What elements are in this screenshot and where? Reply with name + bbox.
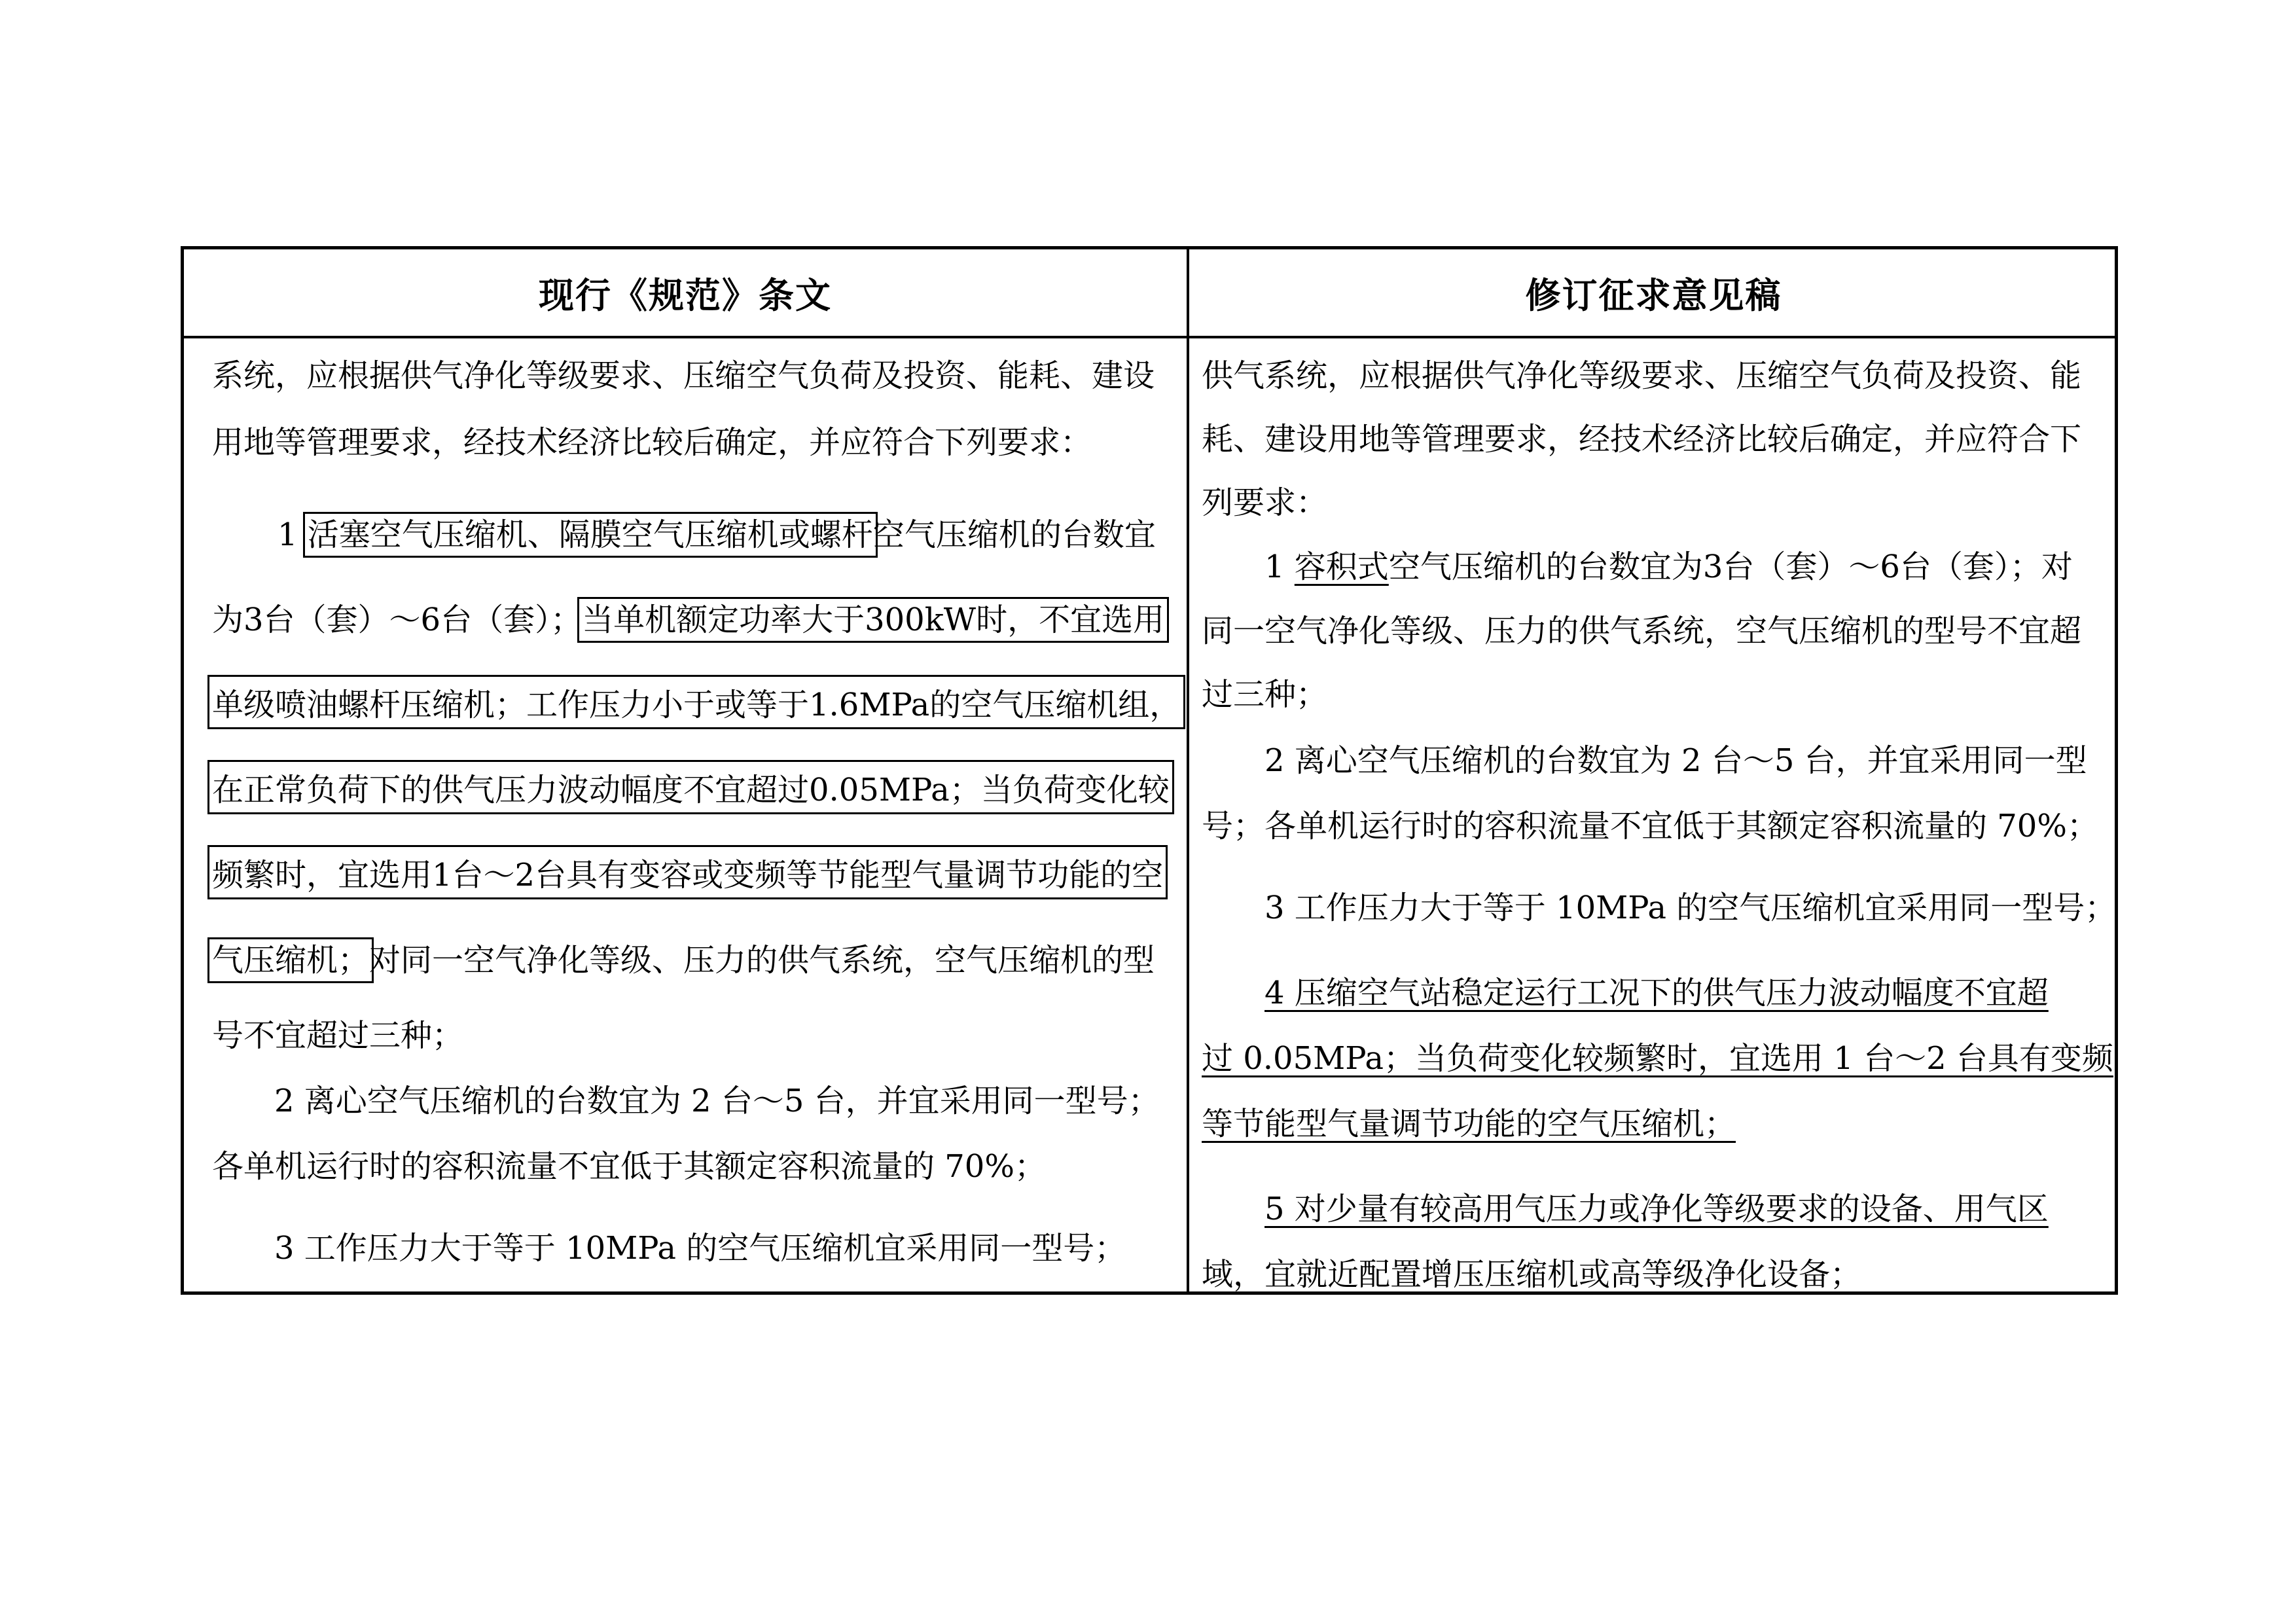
text-line: 3 工作压力大于等于 10MPa 的空气压缩机宜采用同一型号； (1265, 890, 2117, 926)
underlined-text-line: 5 对少量有较高用气压力或净化等级要求的设备、用气区 (1265, 1191, 2049, 1227)
boxed-text-line: 在正常负荷下的供气压力波动幅度不宜超过0.05MPa；当负荷变化较 (212, 765, 1170, 810)
item-number: 1 (278, 516, 308, 553)
text-line: 各单机运行时的容积流量不宜低于其额定容积流量的 70%； (212, 1148, 1046, 1185)
text-segment: 为3台（套）～6台（套）； (212, 602, 583, 638)
text-line: 耗、建设用地等管理要求，经技术经济比较后确定，并应符合下 (1202, 421, 2082, 458)
left-column-header: 现行《规范》条文 (539, 274, 832, 316)
text-segment: 空气压缩机的台数宜 (872, 516, 1156, 553)
underlined-text: 容积式 (1294, 549, 1389, 585)
text-line (212, 594, 1164, 640)
boxed-text: 当单机额定功率大于300kW时，不宜选用 (582, 602, 1165, 638)
text-line: 号不宜超过三种； (212, 1017, 464, 1054)
text-line: 列要求： (1202, 484, 1328, 521)
text-line (1265, 541, 2073, 586)
text-line: 过三种； (1202, 676, 1328, 713)
text-line (212, 935, 1155, 980)
text-line: 系统，应根据供气净化等级要求、压缩空气负荷及投资、能耗、建设 (212, 357, 1155, 394)
text-line (278, 509, 1156, 554)
column-divider (1187, 249, 1189, 1291)
text-segment: 空气压缩机的台数宜为3台（套）～6台（套）；对 (1388, 549, 2073, 585)
text-line: 用地等管理要求，经技术经济比较后确定，并应符合下列要求： (212, 424, 1092, 461)
text-line: 2 离心空气压缩机的台数宜为 2 台～5 台，并宜采用同一型号； (274, 1083, 1160, 1119)
right-column-header: 修订征求意见稿 (1525, 274, 1782, 316)
item-number: 1 (1265, 549, 1295, 585)
underlined-text-line: 等节能型气量调节功能的空气压缩机； (1202, 1106, 1736, 1142)
underlined-text-line: 域，宜就近配置增压压缩机或高等级净化设备； (1202, 1256, 1862, 1293)
boxed-text: 气压缩机； (212, 942, 370, 979)
underlined-text-line: 过 0.05MPa；当负荷变化较频繁时，宜选用 1 台～2 台具有变频 (1202, 1040, 2113, 1077)
boxed-text: 活塞空气压缩机、隔膜空气压缩机或螺杆 (307, 516, 873, 553)
text-segment: 对同一空气净化等级、压力的供气系统，空气压缩机的型 (369, 942, 1155, 979)
text-line: 号；各单机运行时的容积流量不宜低于其额定容积流量的 70%； (1202, 808, 2098, 844)
underlined-text-line: 4 压缩空气站稳定运行工况下的供气压力波动幅度不宜超 (1265, 975, 2049, 1011)
text-line: 3 工作压力大于等于 10MPa 的空气压缩机宜采用同一型号； (274, 1230, 1126, 1267)
boxed-text-line: 单级喷油螺杆压缩机；工作压力小于或等于1.6MPa的空气压缩机组， (212, 679, 1181, 725)
boxed-text-line: 频繁时，宜选用1台～2台具有变容或变频等节能型气量调节功能的空 (212, 850, 1163, 895)
text-line: 2 离心空气压缩机的台数宜为 2 台～5 台，并宜采用同一型 (1265, 742, 2087, 779)
text-line: 供气系统，应根据供气净化等级要求、压缩空气负荷及投资、能 (1202, 357, 2082, 394)
header-divider (184, 336, 2115, 338)
text-line: 同一空气净化等级、压力的供气系统，空气压缩机的型号不宜超 (1202, 613, 2082, 649)
